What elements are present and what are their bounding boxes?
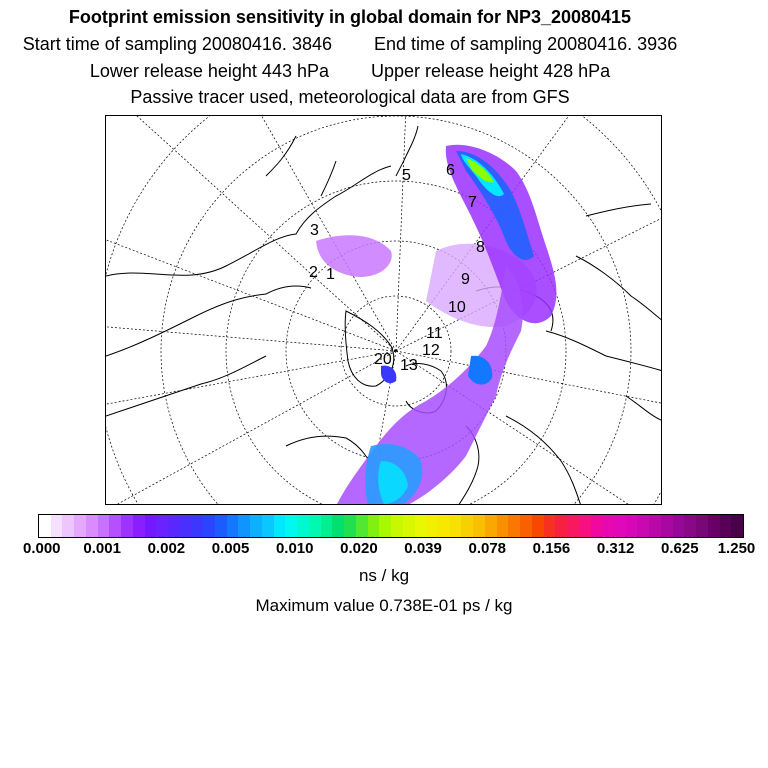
colorbar-segment (74, 515, 86, 537)
map-svg (106, 116, 662, 505)
tracer-note: Passive tracer used, meteorological data are from GFS (130, 87, 570, 107)
colorbar-tick-label: 1.250 (717, 540, 756, 557)
colorbar (38, 514, 744, 538)
track-label-10: 10 (448, 299, 466, 316)
track-label-13: 13 (400, 357, 418, 374)
track-label-11: 11 (426, 325, 443, 342)
track-label-2: 2 (309, 264, 318, 281)
colorbar-segment (62, 515, 74, 537)
colorbar-ticks (0, 540, 768, 560)
colorbar-segment (450, 515, 462, 537)
track-label-9: 9 (461, 271, 470, 288)
colorbar-segment (485, 515, 497, 537)
sampling-end: End time of sampling 20080416. 3936 (373, 34, 678, 54)
colorbar-segment (544, 515, 556, 537)
release-lower: Lower release height 443 hPa (89, 61, 329, 81)
colorbar-segment (626, 515, 638, 537)
colorbar-segment (438, 515, 450, 537)
colorbar-segment (508, 515, 520, 537)
colorbar-segment (497, 515, 509, 537)
colorbar-segment (461, 515, 473, 537)
colorbar-segment (473, 515, 485, 537)
colorbar-segment (344, 515, 356, 537)
track-label-6: 6 (446, 162, 455, 179)
colorbar-tick-label: 0.000 (22, 540, 61, 557)
colorbar-segment (356, 515, 368, 537)
sensitivity-map (105, 115, 662, 505)
colorbar-segment (391, 515, 403, 537)
colorbar-segment (720, 515, 732, 537)
sampling-times-row (0, 33, 700, 55)
colorbar-segment (133, 515, 145, 537)
colorbar-segment (285, 515, 297, 537)
colorbar-segment (321, 515, 333, 537)
colorbar-segment (262, 515, 274, 537)
track-label-3: 3 (310, 222, 319, 239)
colorbar-tick-label: 0.156 (532, 540, 571, 557)
colorbar-segment (661, 515, 673, 537)
sampling-start: Start time of sampling 20080416. 3846 (22, 34, 332, 54)
colorbar-tick-label: 0.010 (275, 540, 314, 557)
colorbar-tick-label: 0.312 (596, 540, 635, 557)
colorbar-segment (379, 515, 391, 537)
colorbar-segment (98, 515, 110, 537)
colorbar-segment (415, 515, 427, 537)
colorbar-segment (51, 515, 63, 537)
colorbar-segment (145, 515, 157, 537)
colorbar-segment (192, 515, 204, 537)
colorbar-tick-label: 0.005 (211, 540, 250, 557)
colorbar-segment (614, 515, 626, 537)
maximum-value: Maximum value 0.738E-01 ps / kg (255, 596, 513, 615)
colorbar-segment (731, 515, 743, 537)
colorbar-segment (86, 515, 98, 537)
colorbar-segment (520, 515, 532, 537)
colorbar-segment (274, 515, 286, 537)
colorbar-segment (555, 515, 567, 537)
colorbar-unit: ns / kg (358, 566, 410, 585)
track-label-20: 20 (374, 351, 392, 368)
colorbar-segment (532, 515, 544, 537)
colorbar-segment (109, 515, 121, 537)
track-label-1: 1 (326, 266, 335, 283)
colorbar-segment (602, 515, 614, 537)
colorbar-segment (215, 515, 227, 537)
colorbar-tick-label: 0.002 (147, 540, 186, 557)
colorbar-segment (250, 515, 262, 537)
track-label-8: 8 (476, 239, 485, 256)
colorbar-segment (168, 515, 180, 537)
colorbar-segment (673, 515, 685, 537)
colorbar-segment (684, 515, 696, 537)
track-label-7: 7 (468, 194, 477, 211)
colorbar-segment (203, 515, 215, 537)
colorbar-segment (567, 515, 579, 537)
colorbar-segment (637, 515, 649, 537)
colorbar-tick-label: 0.078 (468, 540, 507, 557)
colorbar-tick-label: 0.039 (404, 540, 442, 557)
colorbar-segment (309, 515, 321, 537)
release-heights-row (0, 60, 700, 82)
colorbar-segment (368, 515, 380, 537)
colorbar-segment (156, 515, 168, 537)
colorbar-tick-label: 0.625 (661, 540, 699, 557)
colorbar-tick-label: 0.001 (83, 540, 121, 557)
colorbar-segment (649, 515, 661, 537)
colorbar-segment (332, 515, 344, 537)
track-label-5: 5 (402, 167, 411, 184)
colorbar-segment (238, 515, 250, 537)
colorbar-segment (121, 515, 133, 537)
colorbar-tick-label: 0.020 (340, 540, 378, 557)
colorbar-segment (579, 515, 591, 537)
colorbar-segment (227, 515, 239, 537)
colorbar-segment (180, 515, 192, 537)
track-label-12: 12 (422, 342, 440, 359)
colorbar-segment (708, 515, 720, 537)
colorbar-segment (39, 515, 51, 537)
colorbar-segment (591, 515, 603, 537)
colorbar-segment (403, 515, 415, 537)
colorbar-segment (426, 515, 438, 537)
colorbar-segment (696, 515, 708, 537)
release-upper: Upper release height 428 hPa (371, 61, 611, 81)
colorbar-segment (297, 515, 309, 537)
plot-title: Footprint emission sensitivity in global domain for NP3_20080415 (68, 7, 632, 27)
